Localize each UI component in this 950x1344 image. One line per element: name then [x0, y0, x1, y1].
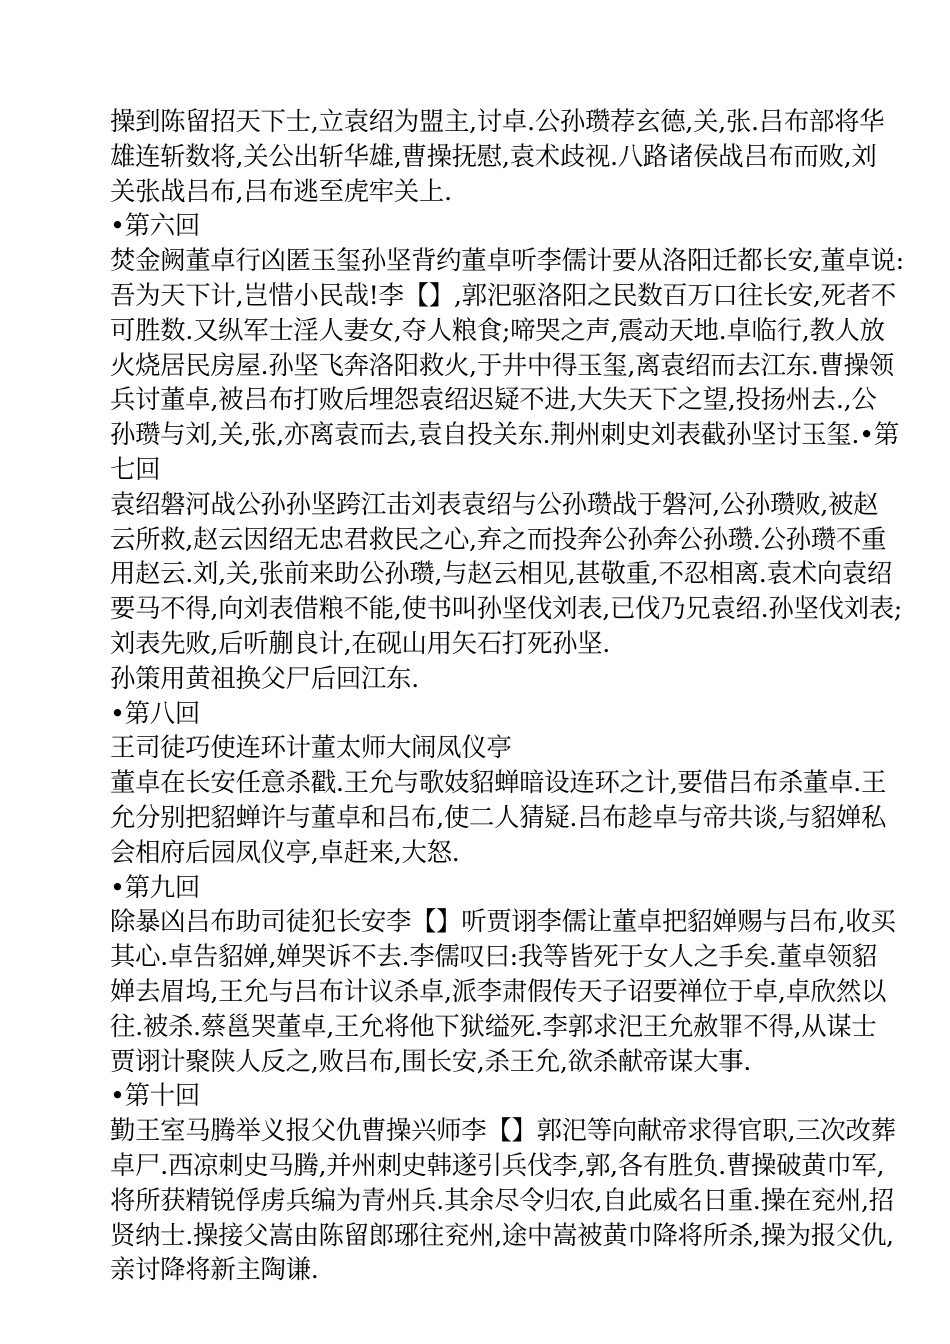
- text-line: 关张战吕布,吕布逃至虎牢关上.: [110, 175, 452, 206]
- chapter-heading: •第十回: [110, 1080, 200, 1111]
- text-line: 七回: [110, 453, 161, 484]
- chapter-heading: •第六回: [110, 210, 200, 241]
- document-body: [110, 104, 904, 1287]
- text-line: 火烧居民房屋.孙坚飞奔洛阳救火,于井中得玉玺,离袁绍而去江东.曹操领: [110, 349, 894, 380]
- text-line: 贾诩计聚陕人反之,败吕布,围长安,杀王允,欲杀献帝谋大事.: [110, 1045, 752, 1076]
- text-line: 其心.卓告貂婵,婵哭诉不去.李儒叹曰:我等皆死于女人之手矣.董卓领貂: [110, 941, 877, 972]
- text-line: 董卓在长安任意杀戳.王允与歌妓貂蝉暗设连环之计,要借吕布杀董卓.王: [110, 767, 887, 798]
- text-line: 往.被杀.蔡邕哭董卓,王允将他下狱缢死.李郭求汜王允赦罪不得,从谋士: [110, 1010, 877, 1041]
- text-line: 要马不得,向刘表借粮不能,使书叫孙坚伐刘表,已伐乃兄袁绍.孙坚伐刘表;: [110, 593, 903, 624]
- text-line: 将所获精锐俘虏兵编为青州兵.其余尽令归农,自此威名日重.操在兖州,招: [110, 1184, 894, 1215]
- text-line: 雄连斩数将,关公出斩华雄,曹操抚慰,袁术歧视.八路诸侯战吕布而败,刘: [110, 140, 877, 171]
- text-line: 允分别把貂蝉许与董卓和吕布,使二人猜疑.吕布趁卓与帝共谈,与貂婵私: [110, 801, 887, 832]
- chapter-heading: •第八回: [110, 697, 200, 728]
- text-line: 孙瓒与刘,关,张,亦离袁而去,袁自投关东.荆州刺史刘表截孙坚讨玉玺.•第: [110, 419, 899, 450]
- text-line: 贤纳士.操接父嵩由陈留郎琊往兖州,途中嵩被黄巾降将所杀,操为报父仇,: [110, 1219, 894, 1250]
- text-line: 可胜数.又纵军士淫人妻女,夺人粮食;啼哭之声,震动天地.卓临行,教人放: [110, 314, 885, 345]
- text-line: 亲讨降将新主陶谦.: [110, 1254, 319, 1285]
- chapter-heading: •第九回: [110, 871, 200, 902]
- text-line: 刘表先败,后听蒯良计,在砚山用矢石打死孙坚.: [110, 627, 611, 658]
- text-line: 婵去眉坞,王允与吕布计议杀卓,派李肃假传天子诏要禅位于卓,卓欣然以: [110, 975, 887, 1006]
- text-line: 会相府后园凤仪亭,卓赶来,大怒.: [110, 836, 460, 867]
- text-line: 操到陈留招天下士,立袁绍为盟主,讨卓.公孙瓒荐玄德,关,张.吕布部将华: [110, 106, 885, 136]
- text-line: 兵讨董卓,被吕布打败后埋怨袁绍迟疑不进,大失天下之望,投扬州去.,公: [110, 384, 877, 415]
- text-line: 除暴凶吕布助司徒犯长安李【】听贾诩李儒让董卓把貂婵赐与吕布,收买: [110, 906, 896, 937]
- text-line: 孙策用黄祖换父尸后回江东.: [110, 662, 419, 693]
- chapter-title: 王司徒巧使连环计董太师大闹凤仪亭: [110, 732, 512, 763]
- text-line: 袁绍磐河战公孙孙坚跨江击刘表袁绍与公孙瓒战于磐河,公孙瓒败,被赵: [110, 488, 879, 519]
- text-line: 云所救,赵云因绍无忠君救民之心,弃之而投奔公孙奔公孙瓒.公孙瓒不重: [110, 523, 887, 554]
- text-line: 吾为天下计,岂惜小民哉!李【】,郭汜驱洛阳之民数百万口往长安,死者不: [110, 279, 896, 310]
- text-line: 焚金阙董卓行凶匿玉玺孙坚背约董卓听李儒计要从洛阳迁都长安,董卓说:: [110, 245, 904, 276]
- text-line: 卓尸.西凉刺史马腾,并州刺史韩遂引兵伐李,郭,各有胜负.曹操破黄巾军,: [110, 1149, 885, 1180]
- text-line: 用赵云.刘,关,张前来助公孙瓒,与赵云相见,甚敬重,不忍相离.袁术向袁绍: [110, 558, 893, 589]
- text-line: 勤王室马腾举义报父仇曹操兴师李【】郭汜等向献帝求得官职,三次改葬: [110, 1115, 896, 1146]
